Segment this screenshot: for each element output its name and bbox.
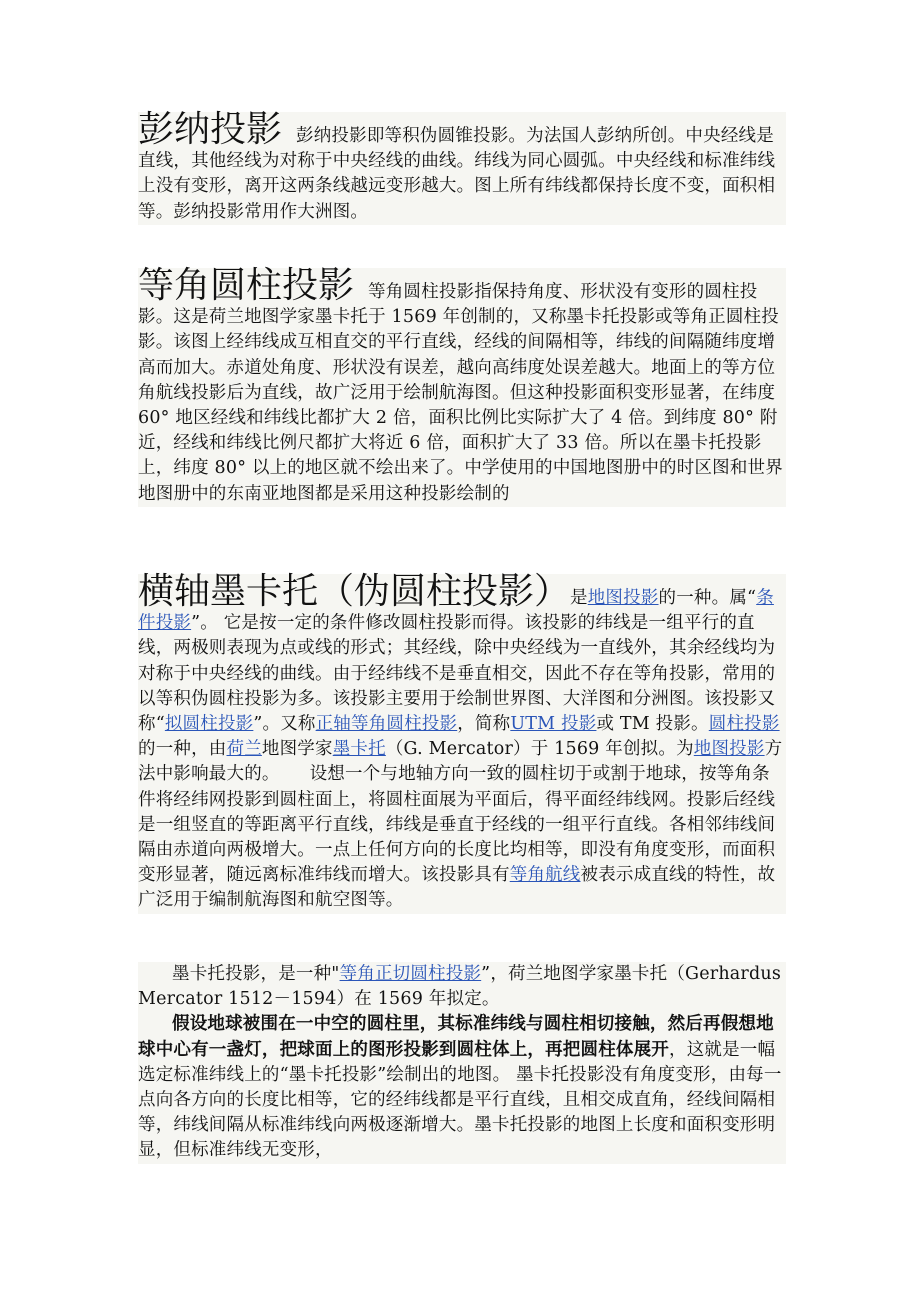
body-text: 是 [570, 588, 588, 608]
link-cylindrical-projection[interactable]: 圆柱投影 [708, 714, 780, 735]
link-normal-conformal-cylindrical[interactable]: 正轴等角圆柱投影 [315, 714, 458, 735]
section-conformal-cylindrical [138, 265, 786, 507]
link-map-projection[interactable]: 地图投影 [587, 588, 659, 608]
body-text: ”，荷兰地图学家墨卡托（Gerhardus Mercator 1512－1594）在 1569 年拟定。 [138, 964, 782, 1010]
link-rhumb-line[interactable]: 等角航线 [509, 865, 581, 886]
link-netherlands[interactable]: 荷兰 [226, 739, 262, 760]
link-utm-projection[interactable]: UTM 投影 [510, 714, 597, 735]
bold-text: 假设地球被围在一中空的圆柱里，其标准纬线与圆柱相切接触，然后再假想地球中心有一盏灯，把球面上的图形投影到圆柱体上，再把圆柱体展开 [138, 1014, 774, 1060]
paragraph [138, 1012, 786, 1163]
link-map-projection-2[interactable]: 地图投影 [693, 739, 765, 760]
body-text: 的一种，由 [138, 739, 227, 760]
body-text: 被表示成直线的特性，故广泛用于编制航海图和航空图等。 [138, 865, 776, 911]
body-text: 墨卡托投影，是一种" [172, 964, 340, 984]
body-text: ，这就是一幅选定标准纬线上的“墨卡托投影”绘制出的地图。 墨卡托投影没有角度变形，由每一点向各方向的长度比相等，它的经纬线都是平行直线，且相交成直角，经线间隔相等，纬线间隔从标准纬线向两极逐渐增大。墨卡托投影的地图上长度和面积变形明显，但标准纬线无变形， [138, 1039, 782, 1161]
section-title: 彭纳投影 [138, 109, 283, 150]
section-mercator-projection [138, 962, 786, 1164]
body-text: 的一种。属“ [658, 588, 757, 608]
body-text: 地图学家 [261, 739, 333, 760]
body-text: ，简称 [457, 714, 511, 735]
section-title: 等角圆柱投影 [138, 265, 355, 306]
body-text: ”。又称 [253, 714, 316, 735]
section-penner-projection [138, 109, 786, 225]
body-text: 方法中影响最大的。 [138, 739, 783, 785]
link-conditional-projection[interactable]: 条件投影 [138, 588, 774, 634]
body-text: （G. Mercator）于 1569 年创拟。为 [385, 739, 694, 760]
link-pseudo-cylindrical[interactable]: 拟圆柱投影 [164, 714, 254, 735]
section-body: 等角圆柱投影指保持角度、形状没有变形的圆柱投影。这是荷兰地图学家墨卡托于 1569 年创制的，又称墨卡托投影或等角正圆柱投影。该图上经纬线成互相直交的平行直线，经线的间隔相等，纬线的间隔随纬度增高而加大。赤道处角度、形状没有误差，越向高纬度处误差越大。地面上的等方位角航线投影后为直线，故广泛用于绘制航海图。但这种投影面积变形显著，在纬度 60° 地区经线和纬线比都扩大 2 倍，面积比例比实际扩大了 4 倍。到纬度 80° 附近，经线和纬线比例尺都扩大将近 6 倍，面积扩大了 33 倍。所以在墨卡托投影上，纬度 80° 以上的地区就不绘出来了。中学使用的中国地图册中的时区图和世界地图册中的东南亚地图都是采用这种投影绘制的 [138, 282, 783, 504]
section-body: 彭纳投影即等积伪圆锥投影。为法国人彭纳所创。中央经线是直线，其他经线为对称于中央经线的曲线。纬线为同心圆弧。中央经线和标准纬线上没有变形，离开这两条线越远变形越大。图上所有纬线都保持长度不变，面积相等。彭纳投影常用作大洲图。 [138, 126, 776, 222]
paragraph [138, 962, 786, 1012]
section-title: 横轴墨卡托（伪圆柱投影） [138, 571, 571, 612]
body-text: 设想一个与地轴方向一致的圆柱切于或割于地球，按等角条件将经纬网投影到圆柱面上，将圆柱面展为平面后，得平面经纬线网。投影后经线是一组竖直的等距离平行直线，纬线是垂直于经线的一组平行直线。各相邻纬线间隔由赤道向两极增大。一点上任何方向的长度比均相等，即没有角度变形，而面积变形显著，随远离标准纬线而增大。该投影具有 [138, 764, 776, 886]
body-text: ”。 它是按一定的条件修改圆柱投影而得。该投影的纬线是一组平行的直线，两极则表现为点或线的形式；其经线，除中央经线为一直线外，其余经线均为对称于中央经线的曲线。由于经纬线不是垂直相交，因此不存在等角投影，常用的以等积伪圆柱投影为多。该投影主要用于绘制世界图、大洋图和分洲图。该投影又称“ [138, 613, 776, 735]
section-transverse-mercator [138, 571, 786, 914]
link-mercator[interactable]: 墨卡托 [332, 739, 386, 760]
link-conformal-tangent-cylindrical[interactable]: 等角正切圆柱投影 [339, 964, 482, 984]
body-text: 或 TM 投影。 [596, 714, 709, 735]
